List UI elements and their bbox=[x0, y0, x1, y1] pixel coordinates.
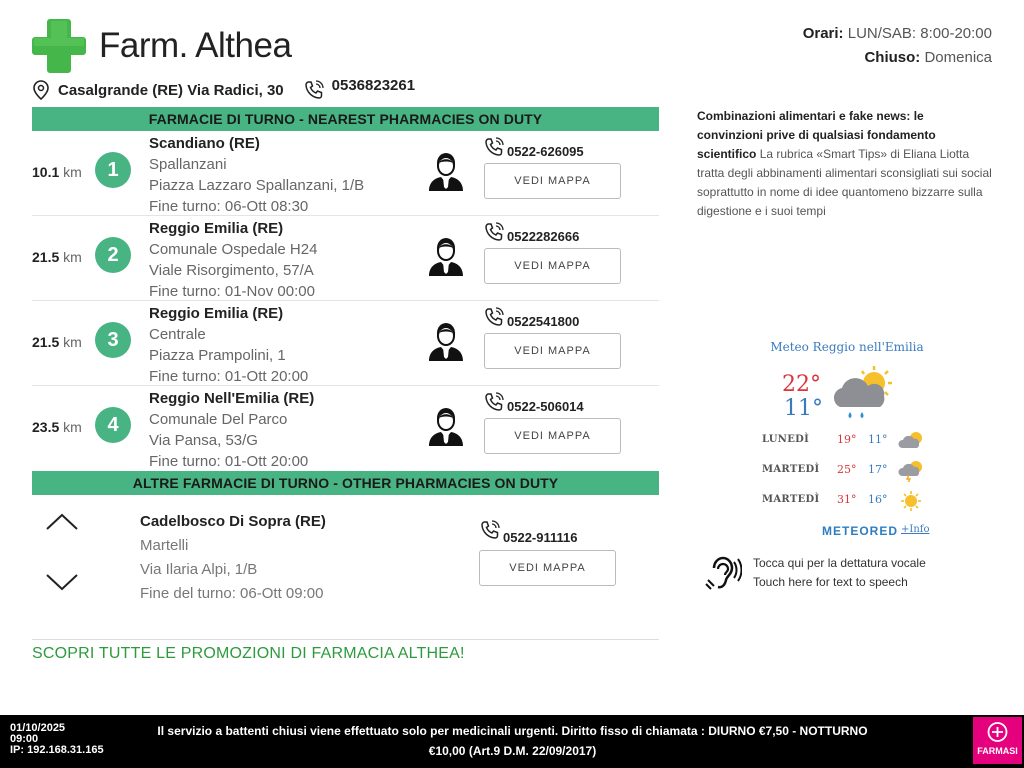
footer-notice: Il servizio a battenti chiusi viene effettuato solo per medicinali urgenti. Diritto fisso di chiamata : DIURNO €7,50 - NOTTURNO €10,00 (Art.9 D.M. 22/09/2017) bbox=[157, 724, 868, 758]
pharmacy-phone[interactable]: 0536823261 bbox=[331, 76, 416, 94]
forecast-max: 31° bbox=[837, 493, 857, 506]
speech-line-it: Tocca qui per la dettatura vocale bbox=[753, 556, 926, 570]
address-bar bbox=[32, 76, 416, 100]
pharmacy-name: Comunale Ospedale H24 bbox=[149, 241, 318, 258]
pharmacy-row bbox=[32, 131, 659, 216]
pharmacy-distance bbox=[32, 249, 82, 265]
phone-icon bbox=[484, 307, 504, 327]
pharmacy-row bbox=[32, 301, 659, 386]
forecast-day-name: LUNEDÌ bbox=[762, 434, 810, 445]
text-to-speech-button[interactable] bbox=[704, 554, 926, 592]
forecast-min: 17° bbox=[868, 463, 888, 476]
footer-meta bbox=[10, 723, 104, 756]
pharmacy-address: Piazza Lazzaro Spallanzani, 1/B bbox=[149, 177, 365, 194]
weather-today-max: 22° bbox=[782, 372, 821, 397]
ear-icon bbox=[704, 554, 742, 592]
pharmacy-rank-badge: 3 bbox=[95, 322, 131, 358]
meteored-logo[interactable]: METEORED bbox=[822, 524, 899, 538]
chevron-down-icon[interactable] bbox=[46, 572, 78, 592]
other-view-map-button[interactable]: VEDI MAPPA bbox=[479, 550, 616, 586]
pharmacy-phone[interactable] bbox=[484, 392, 584, 414]
weather-forecast-day bbox=[762, 460, 942, 484]
pharmacy-address: Casalgrande (RE) Via Radici, 30 bbox=[58, 81, 284, 99]
weather-widget bbox=[752, 340, 942, 538]
distance-value: 23.5 bbox=[32, 419, 60, 435]
pharmacy-info bbox=[149, 303, 308, 387]
weather-forecast-day bbox=[762, 430, 942, 454]
pharmacy-phone-number: 0522-626095 bbox=[507, 144, 584, 159]
pharmacy-city: Reggio Emilia (RE) bbox=[149, 220, 284, 237]
pharmacy-rank-badge: 1 bbox=[95, 152, 131, 188]
pharmacy-shift: Fine turno: 06-Ott 08:30 bbox=[149, 198, 309, 215]
phone-icon bbox=[484, 137, 504, 157]
forecast-min: 16° bbox=[868, 493, 888, 506]
pharmacy-name: Comunale Del Parco bbox=[149, 411, 288, 428]
closed-value: Domenica bbox=[924, 49, 992, 66]
pharmacy-address: Piazza Prampolini, 1 bbox=[149, 347, 286, 364]
view-map-button[interactable]: VEDI MAPPA bbox=[484, 333, 621, 369]
phone-icon bbox=[484, 222, 504, 242]
other-pharmacy-info bbox=[140, 510, 326, 606]
forecast-max: 19° bbox=[837, 433, 857, 446]
pharmacy-shift: Fine turno: 01-Ott 20:00 bbox=[149, 453, 309, 470]
closed-label: Chiuso: bbox=[864, 49, 921, 66]
other-pharmacy-city: Cadelbosco Di Sopra (RE) bbox=[140, 513, 326, 530]
weather-today-min: 11° bbox=[784, 396, 823, 421]
pharmacy-phone[interactable] bbox=[484, 137, 584, 159]
pharmacy-phone-number: 0522-506014 bbox=[507, 399, 584, 414]
pharmacy-city: Scandiano (RE) bbox=[149, 135, 260, 152]
pharmacist-avatar-icon bbox=[427, 236, 465, 276]
promotions-link[interactable]: SCOPRI TUTTE LE PROMOZIONI DI FARMACIA ALTHEA! bbox=[32, 645, 465, 662]
pharmacy-info bbox=[149, 218, 317, 302]
phone-icon bbox=[484, 392, 504, 412]
pharmacist-avatar-icon bbox=[427, 321, 465, 361]
other-pharmacy-address: Via Ilaria Alpi, 1/B bbox=[140, 561, 258, 578]
footer-date: 01/10/2025 bbox=[10, 722, 66, 734]
weather-forecast-day bbox=[762, 490, 942, 514]
pharmacy-row bbox=[32, 216, 659, 301]
footer-ip: IP: 192.168.31.165 bbox=[10, 744, 104, 756]
view-map-button[interactable]: VEDI MAPPA bbox=[484, 248, 621, 284]
pharmacy-city: Reggio Emilia (RE) bbox=[149, 305, 284, 322]
chevron-up-icon[interactable] bbox=[46, 512, 78, 532]
other-pharmacy-shift: Fine del turno: 06-Ott 09:00 bbox=[140, 585, 324, 602]
pharmacy-rank-badge: 2 bbox=[95, 237, 131, 273]
forecast-day-name: MARTEDÌ bbox=[762, 494, 820, 505]
pharmacy-info bbox=[149, 133, 364, 217]
cloud-sun-storm-icon bbox=[897, 460, 925, 482]
weather-more-info-link[interactable]: +Info bbox=[901, 524, 930, 535]
forecast-day-name: MARTEDÌ bbox=[762, 464, 820, 475]
view-map-button[interactable]: VEDI MAPPA bbox=[484, 418, 621, 454]
pharmacy-name: Centrale bbox=[149, 326, 206, 343]
pharmacy-phone[interactable] bbox=[484, 222, 579, 244]
pharmacy-phone-number: 0522282666 bbox=[507, 229, 580, 244]
farmasi-logo-text: FARMASI bbox=[977, 746, 1018, 756]
pharmacy-name: Farm. Althea bbox=[99, 26, 292, 65]
distance-unit: km bbox=[63, 334, 82, 350]
pharmacy-name: Spallanzani bbox=[149, 156, 227, 173]
news-body: La rubrica «Smart Tips» di Eliana Liotta tratta degli abbinamenti alimentari sconsigliati sui social soprattutto in nome di idee quantomeno bizzarre sulla digestione e i suoi tempi bbox=[697, 147, 992, 218]
distance-value: 21.5 bbox=[32, 334, 60, 350]
phone-icon bbox=[480, 520, 500, 540]
phone-icon bbox=[304, 80, 324, 100]
pharmacy-info bbox=[149, 388, 314, 472]
distance-value: 10.1 bbox=[32, 164, 60, 180]
rain-cloud-sun-icon bbox=[830, 365, 894, 423]
pharmacy-distance bbox=[32, 164, 82, 180]
pharmacy-distance bbox=[32, 334, 82, 350]
other-pharmacy-name: Martelli bbox=[140, 537, 189, 554]
speech-line-en: Touch here for text to speech bbox=[753, 575, 908, 589]
other-pharmacy-phone-number: 0522-911116 bbox=[503, 530, 578, 545]
pharmacy-shift: Fine turno: 01-Nov 00:00 bbox=[149, 283, 315, 300]
forecast-min: 11° bbox=[868, 433, 888, 446]
pharmacy-address: Viale Risorgimento, 57/A bbox=[149, 262, 314, 279]
pharmacy-rank-badge: 4 bbox=[95, 407, 131, 443]
footer-time: 09:00 bbox=[10, 733, 39, 745]
news-title: Combinazioni alimentari e fake news: le convinzioni prive di qualsiasi fondamento scientifico bbox=[697, 109, 936, 161]
cloud-sun-icon bbox=[897, 430, 925, 452]
distance-value: 21.5 bbox=[32, 249, 60, 265]
hours-label: Orari: bbox=[802, 25, 844, 42]
pharmacy-row bbox=[32, 386, 659, 471]
location-pin-icon bbox=[32, 80, 50, 100]
footer-bar bbox=[0, 715, 1024, 768]
hours-value: LUN/SAB: 8:00-20:00 bbox=[847, 25, 992, 42]
pharmacy-phone[interactable] bbox=[484, 307, 579, 329]
forecast-max: 25° bbox=[837, 463, 857, 476]
weather-title: Meteo Reggio nell'Emilia bbox=[770, 340, 924, 354]
pharmacy-cross-logo bbox=[32, 19, 86, 73]
pharmacist-avatar-icon bbox=[427, 151, 465, 191]
other-pharmacy-phone[interactable] bbox=[480, 520, 577, 545]
pharmacist-avatar-icon bbox=[427, 406, 465, 446]
farmasi-logo bbox=[973, 717, 1022, 764]
pharmacy-distance bbox=[32, 419, 82, 435]
opening-hours bbox=[803, 22, 992, 70]
sun-icon bbox=[897, 490, 925, 512]
pharmacy-address: Via Pansa, 53/G bbox=[149, 432, 258, 449]
news-article[interactable] bbox=[697, 107, 992, 221]
view-map-button[interactable]: VEDI MAPPA bbox=[484, 163, 621, 199]
pharmacy-phone-number: 0522541800 bbox=[507, 314, 580, 329]
other-pharmacies-header: ALTRE FARMACIE DI TURNO - OTHER PHARMACIES ON DUTY bbox=[32, 471, 659, 495]
distance-unit: km bbox=[63, 419, 82, 435]
distance-unit: km bbox=[63, 164, 82, 180]
pharmacy-shift: Fine turno: 01-Ott 20:00 bbox=[149, 368, 309, 385]
divider bbox=[32, 639, 659, 640]
nearest-pharmacies-header: FARMACIE DI TURNO - NEAREST PHARMACIES ON DUTY bbox=[32, 107, 659, 131]
distance-unit: km bbox=[63, 249, 82, 265]
pharmacy-city: Reggio Nell'Emilia (RE) bbox=[149, 390, 315, 407]
